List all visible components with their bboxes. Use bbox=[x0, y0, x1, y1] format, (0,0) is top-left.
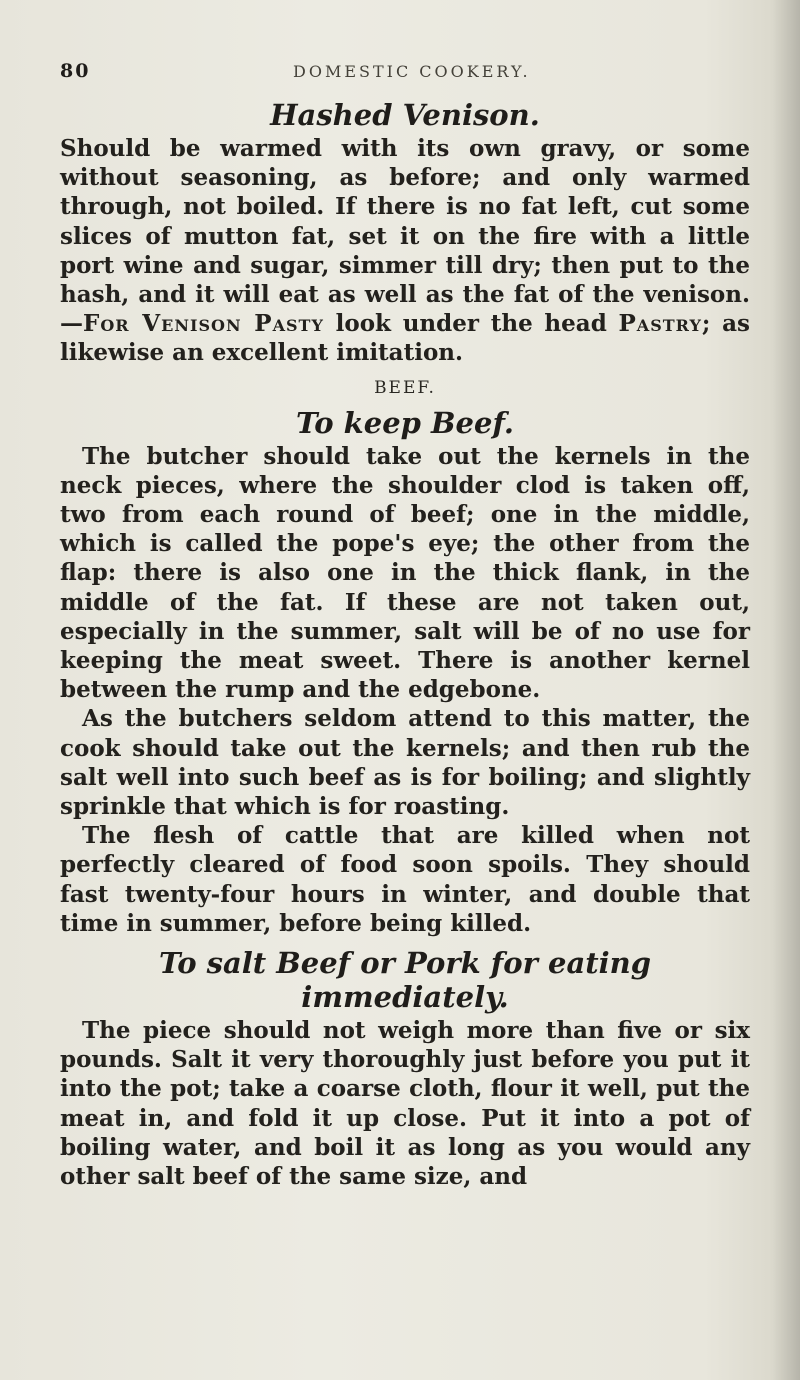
hashed-venison-text-1: Should be warmed with its own gravy, or some without seasoning, as before; and only warmed through, not boiled. If there is no fat left, cut some slices of mutton fat, set it on the fire with a little port wine and sugar, simmer till dry; then put to the hash, and it will eat as well as the fat of the venison.— bbox=[60, 135, 750, 338]
paragraph-keep-beef-2: As the butchers seldom attend to this matter, the cook should take out the kernels; and then rub the salt well into such beef as is for boiling; and slightly sprinkle that which is for roasting. bbox=[60, 705, 750, 821]
running-title: DOMESTIC COOKERY. bbox=[293, 62, 531, 81]
heading-salt-beef: To salt Beef or Pork for eating immediately. bbox=[158, 946, 652, 1015]
page-content bbox=[60, 60, 750, 1191]
section-label-beef: BEEF. bbox=[374, 377, 436, 398]
paragraph-hashed-venison bbox=[60, 134, 750, 368]
paragraph-salt-beef-1: The piece should not weigh more than five or six pounds. Salt it very thoroughly just before you put it into the pot; take a coarse cloth, flour it well, put the meat in, and fold it up close. Put it into a pot of boiling water, and boil it as long as you would any other salt beef of the same size, and bbox=[60, 1017, 750, 1191]
cross-reference-pastry: Pastry bbox=[618, 310, 702, 338]
hashed-venison-text-2: look under the head bbox=[323, 310, 619, 338]
hashed-venison-text-3: ; as likewise an excellent imitation. bbox=[60, 310, 750, 367]
running-head bbox=[60, 60, 750, 90]
heading-hashed-venison: Hashed Venison. bbox=[270, 98, 540, 132]
page-edge-shadow bbox=[772, 0, 800, 1380]
paragraph-keep-beef-1: The butcher should take out the kernels in the neck pieces, where the shoulder clod is taken off, two from each round of beef; one in the middle, which is called the pope's eye; the other from the flap: there is also one in the thick flank, in the middle of the fat. If these are not taken out, especially in the summer, salt will be of no use for keeping the meat sweet. There is another kernel between the rump and the edgebone. bbox=[60, 442, 750, 704]
paragraph-keep-beef-3: The flesh of cattle that are killed when not perfectly cleared of food soon spoils. They should fast twenty-four hours in winter, and double that time in summer, before being killed. bbox=[60, 822, 750, 937]
cross-reference-venison-pasty: For Venison Pasty bbox=[83, 310, 324, 338]
heading-keep-beef: To keep Beef. bbox=[295, 405, 514, 440]
page-number: 80 bbox=[60, 60, 91, 82]
